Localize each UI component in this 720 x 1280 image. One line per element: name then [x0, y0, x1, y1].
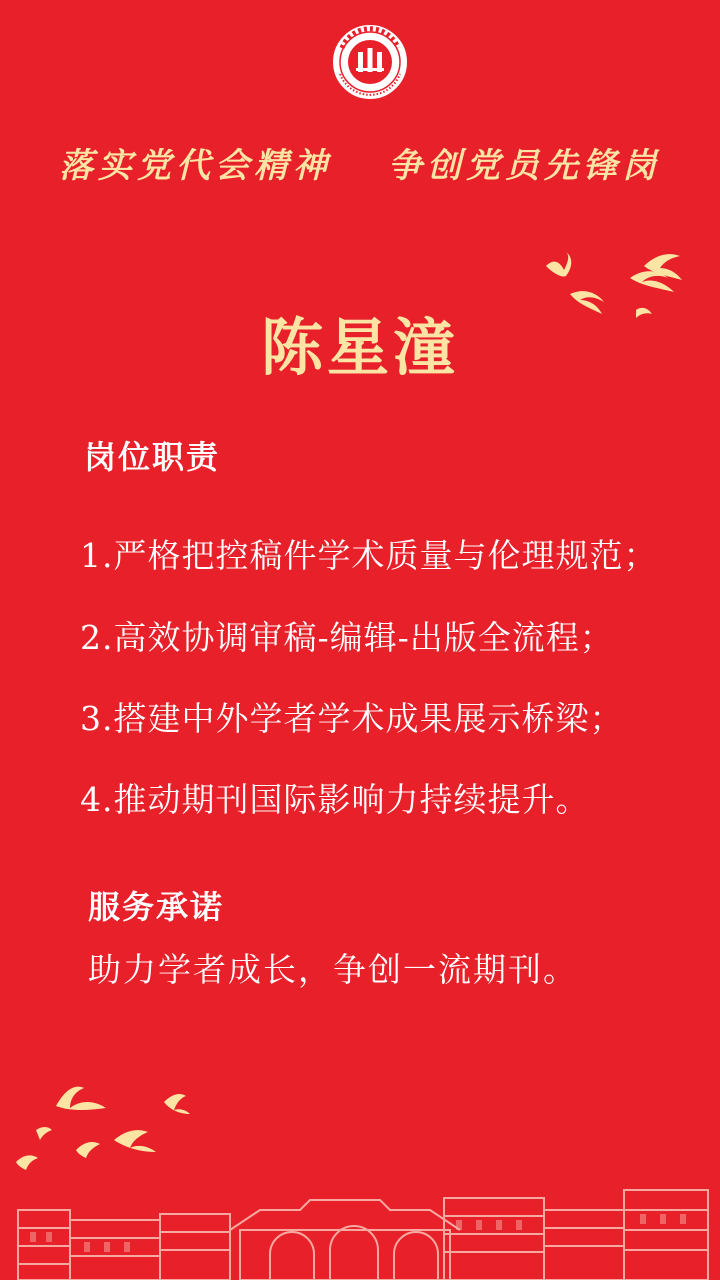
doves-decoration-icon — [14, 1078, 204, 1178]
duties-heading: 岗位职责 — [84, 438, 221, 476]
slogan-right: 争创党员先锋岗 — [388, 146, 661, 186]
slogan — [0, 138, 720, 187]
slogan-left: 落实党代会精神 — [59, 146, 332, 186]
duty-item: 2.高效协调审稿-编辑-出版全流程； — [80, 618, 614, 657]
campus-skyline-illustration — [0, 1180, 720, 1280]
duty-item: 4.推动期刊国际影响力持续提升。 — [80, 780, 590, 819]
university-seal-icon — [330, 22, 410, 102]
person-name: 陈星潼 — [260, 311, 459, 384]
promise-text: 助力学者成长，争创一流期刊。 — [88, 950, 578, 989]
duty-item: 1.严格把控稿件学术质量与伦理规范； — [80, 536, 658, 575]
promise-heading: 服务承诺 — [88, 888, 225, 926]
duty-item: 3.搭建中外学者学术成果展示桥梁； — [80, 699, 624, 738]
